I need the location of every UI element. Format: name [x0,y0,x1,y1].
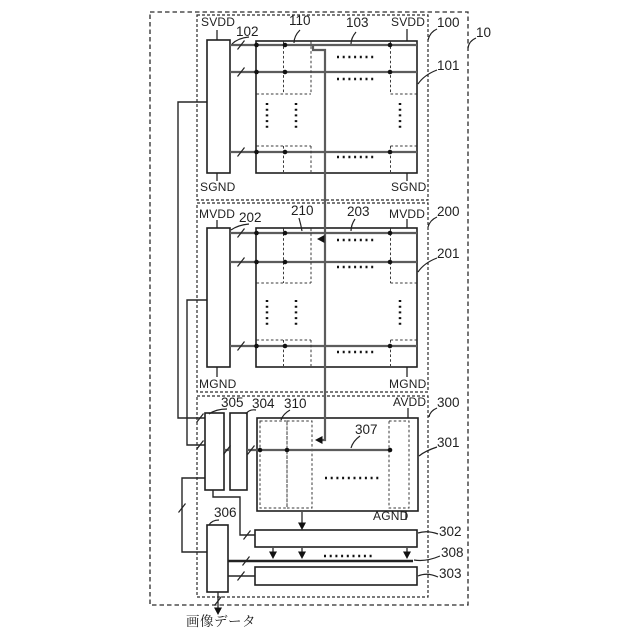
ref-201: 201 [437,246,460,261]
svdd-left-label: SVDD [201,15,236,29]
mgnd-left-label: MGND [199,377,237,391]
arrow-301-to-302 [298,512,306,530]
box-202-driver [207,228,230,367]
ref-101: 101 [437,58,460,73]
box-102-driver [207,40,230,173]
ref-301: 301 [437,435,460,450]
box-101-array [256,41,417,173]
box-301 [257,418,418,511]
arrows-302-to-308 [269,548,411,559]
box-306 [207,525,228,592]
ref-10: 10 [476,25,492,40]
ref-306: 306 [214,505,237,520]
left-bus-lines [178,102,207,552]
section-200-artwork [207,219,417,377]
ref-304: 304 [252,396,275,411]
ref-110: 110 [289,13,311,28]
ref-202: 202 [239,210,262,225]
ref-310: 310 [284,396,307,411]
mgnd-right-label: MGND [389,377,427,391]
ref-210: 210 [291,203,314,218]
ref-307: 307 [355,422,378,437]
ref-203: 203 [347,204,370,219]
agnd-label: AGND [373,509,409,523]
box-305 [205,413,224,490]
mvdd-right-label: MVDD [389,207,426,221]
output-data-label: 画像データ [186,614,256,629]
section-100-artwork [207,29,417,181]
box-304 [230,413,247,490]
svdd-right-label: SVDD [391,15,426,29]
ref-308: 308 [441,545,464,560]
ref-100: 100 [437,15,460,30]
box-302 [255,530,417,547]
ref-300: 300 [437,395,460,410]
output-arrow [214,592,222,615]
ref-102: 102 [236,24,259,39]
ref-200: 200 [437,204,460,219]
box-303 [255,567,417,585]
ref-303: 303 [439,566,462,581]
mvdd-left-label: MVDD [199,207,236,221]
sgnd-left-label: SGND [200,180,236,194]
sgnd-right-label: SGND [391,180,427,194]
ref-305: 305 [221,395,244,410]
avdd-label: AVDD [393,395,427,409]
ref-103: 103 [346,15,369,30]
ref-302: 302 [439,524,462,539]
